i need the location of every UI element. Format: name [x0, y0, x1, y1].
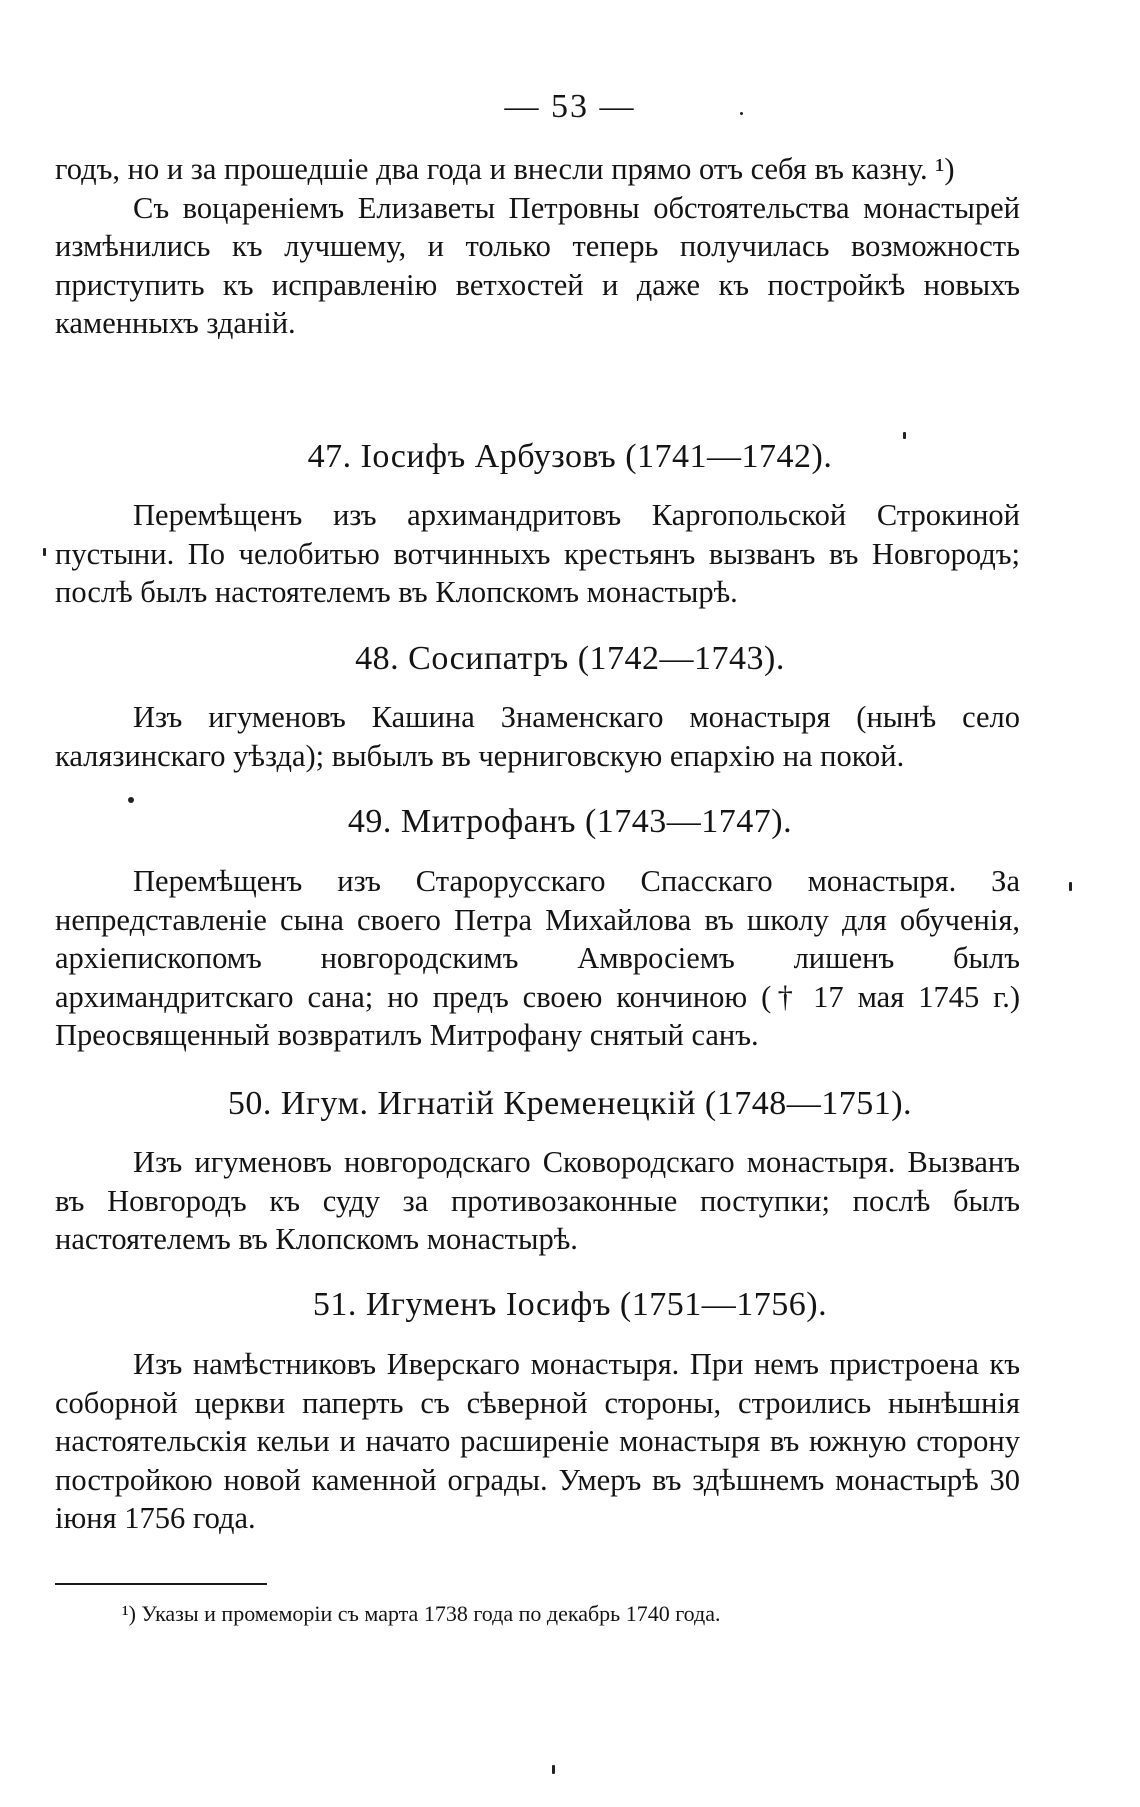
heading-51-iosif: 51. Игуменъ Іосифъ (1751—1756). — [312, 1286, 828, 1323]
paragraph-50: Изъ игуменовъ новгородскаго Сковородскаго монастыря. Вызванъ въ Новгородъ къ суду за противозаконные поступки; послѣ былъ настоятелемъ въ Клопскомъ монастырѣ. — [55, 1145, 1020, 1256]
footnote: ¹) Указы и промеморіи съ марта 1738 года по декабрь 1740 года. — [122, 1601, 721, 1626]
ink-speck — [1069, 882, 1072, 891]
ink-speck — [43, 548, 46, 556]
paragraph-47: Перемѣщенъ изъ архимандритовъ Каргопольской Строкиной пустыни. По челобитью вотчинныхъ крестьянъ вызванъ въ Новгородъ; послѣ былъ настоятелемъ въ Клопскомъ монастырѣ. — [55, 498, 1020, 609]
footnote-divider — [55, 1583, 267, 1585]
entry-48-text — [55, 698, 1020, 775]
entry-51-text — [55, 1345, 1020, 1538]
entry-50-text — [55, 1143, 1020, 1259]
paragraph-49: Перемѣщенъ изъ Старорусскаго Спасскаго монастыря. За непредставленіе сына своего Петра Михайлова въ школу для обученія, архіепископомъ новгородскимъ Амвросіемъ лишенъ былъ архимандритскаго сана; но предъ своею кончиною († 17 мая 1745 г.) Преосвященный возвратилъ Митрофану снятый санъ. — [55, 864, 1020, 1052]
ink-speck — [128, 797, 134, 803]
intro-text — [55, 150, 1020, 343]
heading-48-sosipatr: 48. Сосипатръ (1742—1743). — [355, 640, 785, 677]
ink-speck — [903, 432, 906, 439]
heading-49-mitrofan: 49. Митрофанъ (1743—1747). — [347, 803, 793, 840]
page-number: — 53 — — [504, 88, 636, 125]
paragraph-51: Изъ намѣстниковъ Иверскаго монастыря. При немъ пристроена къ соборной церкви паперть съ сѣверной стороны, строились нынѣшнія настоятельскія кельи и начато расширеніе монастыря въ южную сторону постройкою новой каменной ограды. Умеръ въ здѣшнемъ монастырѣ 30 іюня 1756 года. — [55, 1347, 1020, 1535]
entry-47-text — [55, 496, 1020, 612]
heading-47-iosif-arbuzov: 47. Іосифъ Арбузовъ (1741—1742). — [307, 438, 833, 475]
paragraph-elizabeth-reign: Съ воцареніемъ Елизаветы Петровны обстоятельства монастырей измѣнились къ лучшему, и только теперь получилась возможность приступить къ исправленію ветхостей и даже къ постройкѣ новыхъ каменныхъ зданій. — [55, 190, 1020, 340]
entry-49-text — [55, 862, 1020, 1055]
paragraph-48: Изъ игуменовъ Кашина Знаменскаго монастыря (нынѣ село калязинскаго уѣзда); выбылъ въ черниговскую епархію на покой. — [55, 700, 1020, 773]
paragraph-continuation: годъ, но и за прошедшіе два года и внесли прямо отъ себя въ казну. ¹) — [55, 152, 955, 186]
ink-speck — [552, 1765, 555, 1774]
heading-50-ignatiy: 50. Игум. Игнатій Кременецкій (1748—1751). — [227, 1085, 913, 1122]
ink-speck — [740, 112, 743, 115]
